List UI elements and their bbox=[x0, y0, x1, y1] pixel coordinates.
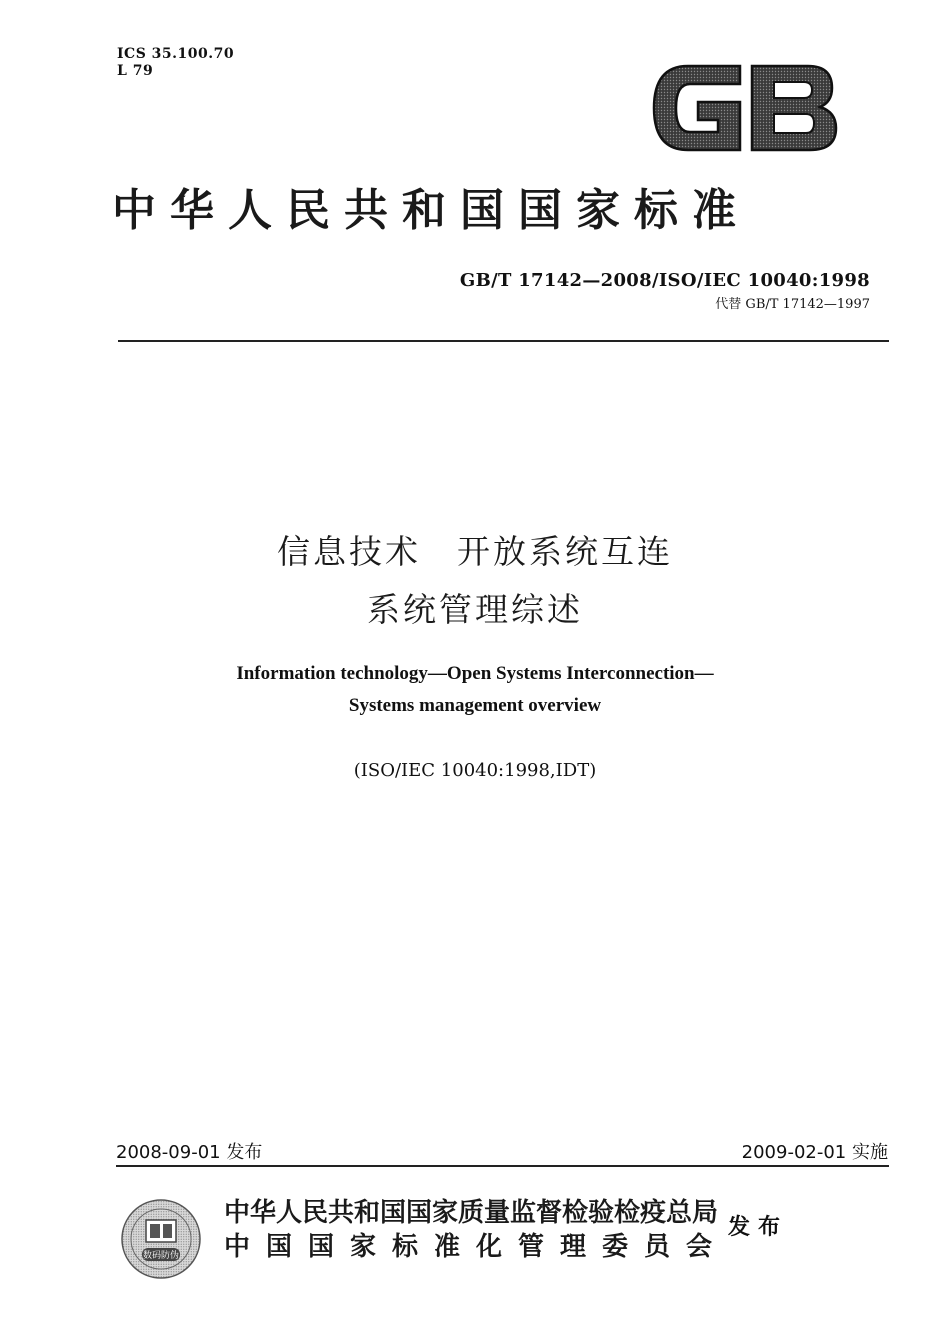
national-standard-title: 中华人民共和国国家标准 bbox=[112, 185, 750, 236]
equivalence-note: (ISO/IEC 10040:1998,IDT) bbox=[353, 760, 597, 781]
publish-label: 发布 bbox=[728, 1214, 789, 1240]
ics-code: ICS 35.100.70 bbox=[117, 46, 235, 62]
seal-text: 数码防伪 bbox=[142, 1251, 180, 1261]
ccs-code: L 79 bbox=[117, 63, 154, 79]
anti-counterfeit-seal-icon bbox=[120, 1198, 202, 1280]
bottom-divider bbox=[116, 1165, 889, 1167]
replaces-standard: 代替 GB/T 17142—1997 bbox=[715, 297, 870, 312]
classification-codes bbox=[117, 46, 234, 80]
issuer-line2: 中国国家标准化管理委员会 bbox=[224, 1232, 729, 1262]
implementation-date: 2009-02-01 实施 bbox=[741, 1142, 888, 1163]
cn-title-line2: 系统管理综述 bbox=[367, 590, 583, 629]
en-title-line1: Information technology—Open Systems Interconnection— bbox=[236, 663, 714, 684]
top-divider bbox=[118, 340, 889, 342]
issue-date: 2008-09-01 发布 bbox=[116, 1142, 263, 1163]
cn-title-line1: 信息技术 开放系统互连 bbox=[277, 532, 673, 571]
en-title-line2: Systems management overview bbox=[348, 695, 602, 716]
issuer-line1: 中华人民共和国国家质量监督检验检疫总局 bbox=[224, 1198, 719, 1228]
standard-number: GB/T 17142—2008/ISO/IEC 10040:1998 bbox=[459, 270, 870, 291]
gb-logo-icon bbox=[648, 58, 840, 158]
